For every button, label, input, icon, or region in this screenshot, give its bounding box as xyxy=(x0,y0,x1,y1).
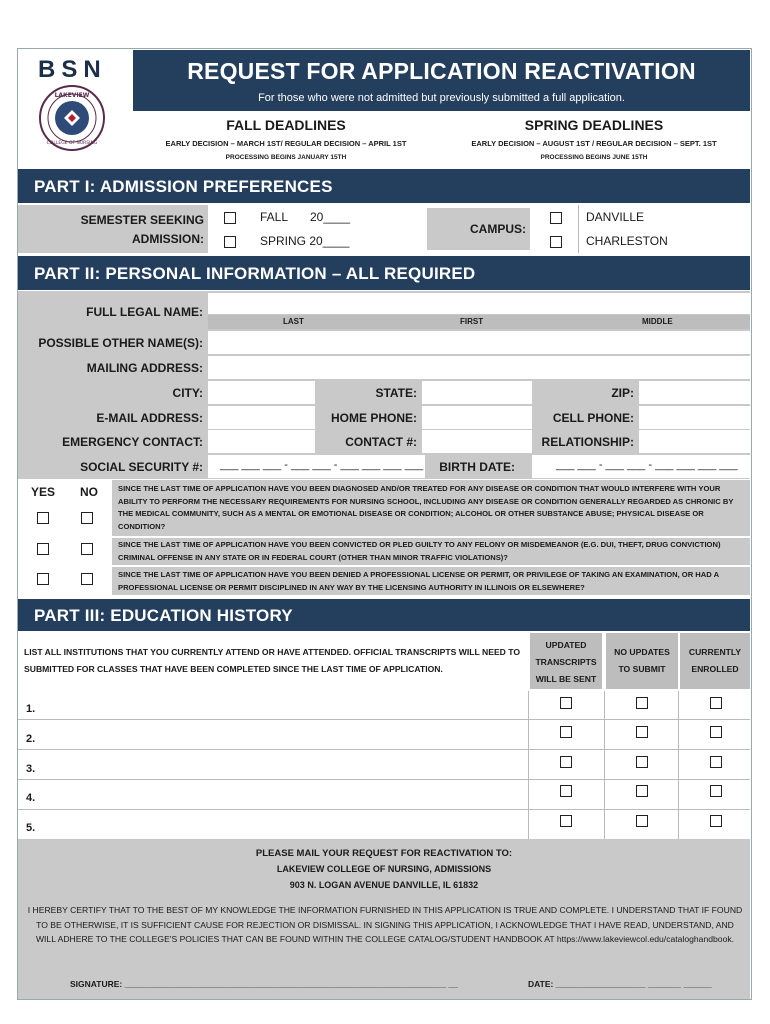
form-title: REQUEST FOR APPLICATION REACTIVATION xyxy=(187,58,696,84)
spring-deadlines xyxy=(440,113,748,169)
zip-label: ZIP: xyxy=(611,386,634,400)
col-enrolled-text: CURRENTLY ENROLLED xyxy=(688,647,742,674)
education-col-divider-2 xyxy=(604,691,605,839)
signature-line[interactable]: SIGNATURE: ____________________________________________________________________ __ xyxy=(70,979,458,989)
education-row-4 xyxy=(18,781,750,810)
first-label: FIRST xyxy=(460,317,484,326)
q3-yes-checkbox[interactable] xyxy=(37,573,49,585)
row-number-1: 1. xyxy=(26,703,36,715)
question-1-text: SINCE THE LAST TIME OF APPLICATION HAVE YOU BEEN DIAGNOSED AND/OR TREATED FOR ANY DISEASE OR CONDITION THAT WOULD INTERFERE WITH YOUR ABILITY TO PERFORM THE NECESSARY REQUIREMENTS FOR NURSING SCHOOL, INCLUDING ANY DISEASE OR CONDITION GENERALLY REGARDED AS CHRONIC BY THE MEDICAL COMMUNITY, SUCH AS A MENTAL OR EMOTIONAL DISEASE OR CONDITION; ALCOHOL OR OTHER SUBSTANCE ABUSE; PHYSICAL DISEASE OR CONDITION? xyxy=(118,484,734,531)
semester-label-cell xyxy=(18,205,208,253)
row3-enrolled-checkbox[interactable] xyxy=(710,756,722,768)
institution-input-1[interactable] xyxy=(48,691,526,720)
semester-options xyxy=(210,205,425,253)
mail-line-2: LAKEVIEW COLLEGE OF NURSING, ADMISSIONS xyxy=(276,864,492,874)
row2-noupdates-checkbox[interactable] xyxy=(636,726,648,738)
row5-noupdates-checkbox[interactable] xyxy=(636,815,648,827)
ssn-input[interactable] xyxy=(208,455,425,478)
question-3-text: SINCE THE LAST TIME OF APPLICATION HAVE YOU BEEN DENIED A PROFESSIONAL LICENSE OR PERMIT, OR PRIVILEGE OF TAKING AN EXAMINATION, OR HAD A PROFESSIONAL LICENSE OR PERMIT DISCIPLINED IN ANY WAY BY THE LICENSING AUTHORITY IN ILLINOIS OR ELSEWHERE? xyxy=(118,570,719,592)
birth-date-label: BIRTH DATE: xyxy=(439,460,515,474)
row4-updated-checkbox[interactable] xyxy=(560,785,572,797)
row5-updated-checkbox[interactable] xyxy=(560,815,572,827)
question-3 xyxy=(112,567,750,595)
education-table xyxy=(18,691,750,839)
danville-label: DANVILLE xyxy=(586,210,645,224)
question-1 xyxy=(112,480,750,536)
cell-phone-label: CELL PHONE: xyxy=(552,411,634,425)
emergency-label: EMERGENCY CONTACT: xyxy=(62,435,203,449)
row5-enrolled-checkbox[interactable] xyxy=(710,815,722,827)
part3-title: PART III: EDUCATION HISTORY xyxy=(34,606,293,625)
zip-input[interactable] xyxy=(639,381,750,404)
college-logo xyxy=(38,84,106,152)
institution-input-3[interactable] xyxy=(48,751,526,780)
spring-deadlines-title: SPRING DEADLINES xyxy=(524,117,664,133)
state-input[interactable] xyxy=(422,381,532,404)
mailing-input[interactable] xyxy=(208,356,750,379)
yes-header: YES xyxy=(30,485,55,499)
spring-checkbox[interactable] xyxy=(224,236,236,248)
part2-title: PART II: PERSONAL INFORMATION – ALL REQUIRED xyxy=(34,264,476,283)
row-number-4: 4. xyxy=(26,792,36,804)
education-row-3 xyxy=(18,751,750,780)
row4-enrolled-checkbox[interactable] xyxy=(710,785,722,797)
spring-deadlines-line1: EARLY DECISION – AUGUST 1ST / REGULAR DECISION – SEPT. 1ST xyxy=(471,139,717,148)
form-subtitle: For those who were not admitted but previously submitted a full application. xyxy=(258,92,625,104)
svg-text:LAKEVIEW: LAKEVIEW xyxy=(54,92,90,99)
middle-label: MIDDLE xyxy=(642,317,673,326)
bsn-label: BSN xyxy=(38,56,107,83)
institution-input-4[interactable] xyxy=(48,781,526,810)
full-name-label: FULL LEGAL NAME: xyxy=(86,305,203,319)
campus-label: CAMPUS: xyxy=(470,222,526,236)
institution-input-2[interactable] xyxy=(48,721,526,750)
campus-divider xyxy=(578,205,579,253)
education-row-5 xyxy=(18,811,750,839)
birth-date-blank: ___ ___ - ___ ___ - ___ ___ ___ ___ xyxy=(556,459,738,471)
svg-text:COLLEGE OF NURSING: COLLEGE OF NURSING xyxy=(46,141,98,146)
contact-number-input[interactable] xyxy=(422,430,532,453)
emergency-input[interactable] xyxy=(208,430,315,453)
spring-label[interactable]: SPRING 20____ xyxy=(260,234,350,248)
institution-input-5[interactable] xyxy=(48,811,526,839)
fall-deadlines-line2: PROCESSING BEGINS JANUARY 15TH xyxy=(225,154,347,161)
col-noupdates-text: NO UPDATES TO SUBMIT xyxy=(614,647,670,674)
row2-enrolled-checkbox[interactable] xyxy=(710,726,722,738)
cell-phone-input[interactable] xyxy=(639,406,750,429)
education-row-1 xyxy=(18,691,750,720)
ssn-blank: ___ ___ ___ - ___ ___ - ___ ___ ___ ___ xyxy=(220,459,424,471)
question-2-text: SINCE THE LAST TIME OF APPLICATION HAVE YOU BEEN CONVICTED OR PLED GUILTY TO ANY FELONY OR MISDEMEANOR (E.G. DUI, THEFT, DRUG CONVICTION) CRIMINAL OFFENSE IN ANY STATE OR IN FEDERAL COURT (OTHER THAN MINOR TRAFFIC VIOLATIONS)? xyxy=(118,540,721,562)
education-row-2 xyxy=(18,721,750,750)
row4-noupdates-checkbox[interactable] xyxy=(636,785,648,797)
row1-updated-checkbox[interactable] xyxy=(560,697,572,709)
col-updated-header xyxy=(530,633,602,689)
fall-deadlines xyxy=(134,113,438,169)
charleston-checkbox[interactable] xyxy=(550,236,562,248)
row1-enrolled-checkbox[interactable] xyxy=(710,697,722,709)
col-enrolled-header xyxy=(680,633,750,689)
question-2 xyxy=(112,538,750,565)
row-number-5: 5. xyxy=(26,822,36,834)
college-seal-icon xyxy=(38,84,106,152)
row-number-3: 3. xyxy=(26,763,36,775)
row3-updated-checkbox[interactable] xyxy=(560,756,572,768)
birth-date-input[interactable] xyxy=(532,455,750,478)
certification-text: I HEREBY CERTIFY THAT TO THE BEST OF MY KNOWLEDGE THE INFORMATION FURNISHED IN THIS APPLICATION IS TRUE AND COMPLETE. I UNDERSTAND THAT IF FOUND TO BE OTHERWISE, IT IS SUFFICIENT CAUSE FOR REJECTION OR DISMISSAL. IN SIGNING THIS APPLICATION, I ACKNOWLEDGE THAT I HAVE READ, UNDERSTAND, AND WILL ADHERE TO THE COLLEGE'S POLICIES THAT CAN BE FOUND WITHIN THE COLLEGE CATALOG/STUDENT HANDBOOK AT https://www.lakeviewcol.edu/cataloghandbook. xyxy=(27,905,743,944)
home-phone-label: HOME PHONE: xyxy=(330,411,417,425)
no-header: NO xyxy=(80,485,98,499)
part2-header xyxy=(18,256,750,290)
ssn-label: SOCIAL SECURITY #: xyxy=(80,460,203,474)
fall-deadlines-title: FALL DEADLINES xyxy=(226,117,346,133)
contact-number-label: CONTACT #: xyxy=(345,435,417,449)
part1-title: PART I: ADMISSION PREFERENCES xyxy=(34,177,333,196)
full-name-input[interactable] xyxy=(208,293,750,314)
q2-no-checkbox[interactable] xyxy=(81,543,93,555)
part3-header xyxy=(18,599,750,631)
row2-updated-checkbox[interactable] xyxy=(560,726,572,738)
title-banner xyxy=(133,50,750,111)
part1-header xyxy=(18,169,750,203)
education-col-divider-1 xyxy=(528,691,529,839)
campus-label-cell xyxy=(427,208,530,250)
col-noupdates-header xyxy=(606,633,678,689)
city-label: CITY: xyxy=(172,386,203,400)
row3-noupdates-checkbox[interactable] xyxy=(636,756,648,768)
relationship-label: RELATIONSHIP: xyxy=(541,435,634,449)
last-label: LAST xyxy=(283,317,304,326)
semester-label-2: ADMISSION: xyxy=(132,232,204,246)
other-names-label: POSSIBLE OTHER NAME(S): xyxy=(38,336,203,350)
q1-no-checkbox[interactable] xyxy=(81,512,93,524)
fall-label: FALL xyxy=(260,210,289,224)
home-phone-input[interactable] xyxy=(422,406,532,429)
row1-noupdates-checkbox[interactable] xyxy=(636,697,648,709)
other-names-input[interactable] xyxy=(208,331,750,354)
education-col-divider-3 xyxy=(678,691,679,839)
education-instructions: LIST ALL INSTITUTIONS THAT YOU CURRENTLY ATTEND OR HAVE ATTENDED. OFFICIAL TRANSCRIPTS WILL NEED TO SUBMITTED FOR CLASSES THAT HAVE BEEN COMPLETED SINCE THE LAST TIME OF APPLICATION. xyxy=(24,647,521,674)
city-input[interactable] xyxy=(208,381,315,404)
date-line[interactable]: DATE: ___________________ _______ ______ xyxy=(528,979,712,989)
relationship-input[interactable] xyxy=(639,430,750,453)
mail-line-1: PLEASE MAIL YOUR REQUEST FOR REACTIVATION TO: xyxy=(255,848,513,859)
charleston-label: CHARLESTON xyxy=(586,234,668,248)
campus-options xyxy=(532,205,750,253)
fall-deadlines-line1: EARLY DECISION – MARCH 1ST/ REGULAR DECISION – APRIL 1ST xyxy=(165,139,407,148)
q3-no-checkbox[interactable] xyxy=(81,573,93,585)
fall-checkbox[interactable] xyxy=(224,212,236,224)
mail-line-3: 903 N. LOGAN AVENUE DANVILLE, IL 61832 xyxy=(289,880,479,890)
email-input[interactable] xyxy=(208,406,315,429)
state-label: STATE: xyxy=(375,386,417,400)
spring-deadlines-line2: PROCESSING BEGINS JUNE 15TH xyxy=(540,154,648,161)
fall-year[interactable]: 20____ xyxy=(310,210,351,224)
name-subheader xyxy=(208,315,750,329)
danville-checkbox[interactable] xyxy=(550,212,562,224)
col-updated-text: UPDATED TRANSCRIPTS WILL BE SENT xyxy=(535,640,597,684)
semester-label-1: SEMESTER SEEKING xyxy=(80,213,204,227)
q1-yes-checkbox[interactable] xyxy=(37,512,49,524)
q2-yes-checkbox[interactable] xyxy=(37,543,49,555)
mailing-label: MAILING ADDRESS: xyxy=(86,361,203,375)
row-number-2: 2. xyxy=(26,733,36,745)
email-label: E-MAIL ADDRESS: xyxy=(96,411,203,425)
